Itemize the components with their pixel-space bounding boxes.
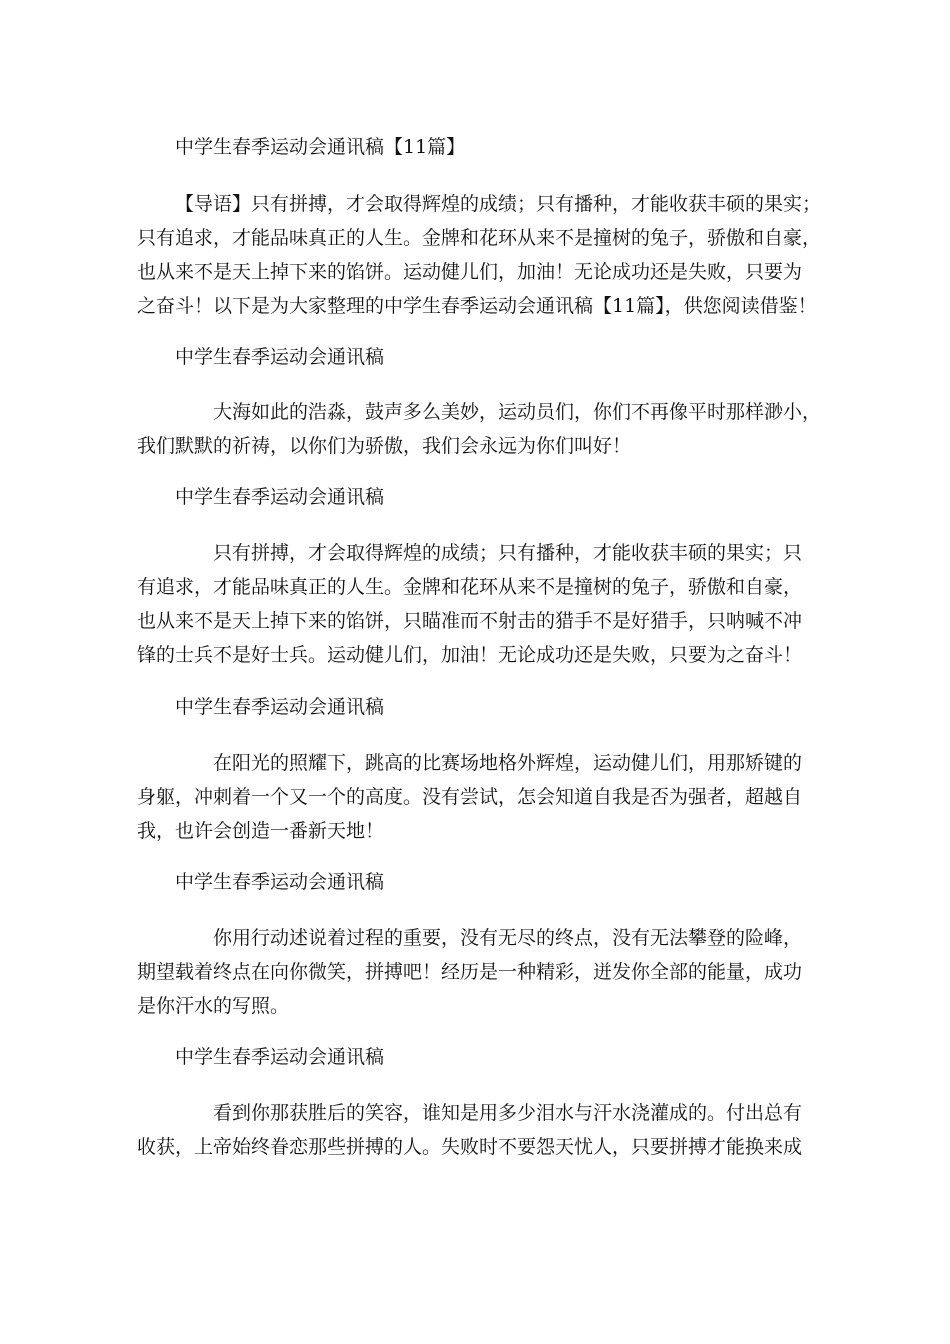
section-line: 有追求，才能品味真正的人生。金牌和花环从来不是撞树的兔子，骄傲和自豪， xyxy=(137,576,803,598)
section-line: 我们默默的祈祷，以你们为骄傲，我们会永远为你们叫好！ xyxy=(137,435,632,457)
section-heading: 中学生春季运动会通讯稿 xyxy=(175,346,385,368)
section-line: 期望载着终点在向你微笑，拼搏吧！经历是一种精彩，迸发你全部的能量，成功 xyxy=(137,961,803,983)
section-line: 大海如此的浩淼，鼓声多么美妙，运动员们，你们不再像平时那样渺小， xyxy=(213,401,822,423)
section-line: 收获，上帝始终眷恋那些拼搏的人。失败时不要怨天忧人，只要拼搏才能换来成 xyxy=(137,1136,803,1158)
document-title: 中学生春季运动会通讯稿【11篇】 xyxy=(175,136,466,158)
section-heading: 中学生春季运动会通讯稿 xyxy=(175,1046,385,1068)
section-heading: 中学生春季运动会通讯稿 xyxy=(175,871,385,893)
intro-line: 也从来不是天上掉下来的馅饼。运动健儿们，加油！无论成功还是失败，只要为 xyxy=(137,261,803,283)
section-line: 在阳光的照耀下，跳高的比赛场地格外辉煌，运动健儿们，用那矫键的 xyxy=(213,752,803,774)
section-heading: 中学生春季运动会通讯稿 xyxy=(175,696,385,718)
section-line: 我，也许会创造一番新天地！ xyxy=(137,820,385,842)
section-line: 身躯，冲刺着一个又一个的高度。没有尝试，怎会知道自我是否为强者，超越自 xyxy=(137,786,803,808)
section-heading: 中学生春季运动会通讯稿 xyxy=(175,486,385,508)
section-line: 看到你那获胜后的笑容，谁知是用多少泪水与汗水浇灌成的。付出总有 xyxy=(213,1102,803,1124)
section-line: 只有拼搏，才会取得辉煌的成绩；只有播种，才能收获丰硕的果实；只 xyxy=(213,542,803,564)
section-line: 是你汗水的写照。 xyxy=(137,995,290,1017)
intro-line: 之奋斗！以下是为大家整理的中学生春季运动会通讯稿【11篇】，供您阅读借鉴！ xyxy=(137,295,817,317)
section-line: 也从来不是天上掉下来的馅饼，只瞄准而不射击的猎手不是好猎手，只呐喊不冲 xyxy=(137,610,803,632)
section-line: 你用行动述说着过程的重要，没有无尽的终点，没有无法攀登的险峰， xyxy=(213,927,803,949)
intro-line: 只有追求，才能品味真正的人生。金牌和花环从来不是撞树的兔子，骄傲和自豪， xyxy=(137,227,822,249)
section-line: 锋的士兵不是好士兵。运动健儿们，加油！无论成功还是失败，只要为之奋斗！ xyxy=(137,644,803,666)
intro-line: 【导语】只有拼搏，才会取得辉煌的成绩；只有播种，才能收获丰硕的果实； xyxy=(175,193,822,215)
